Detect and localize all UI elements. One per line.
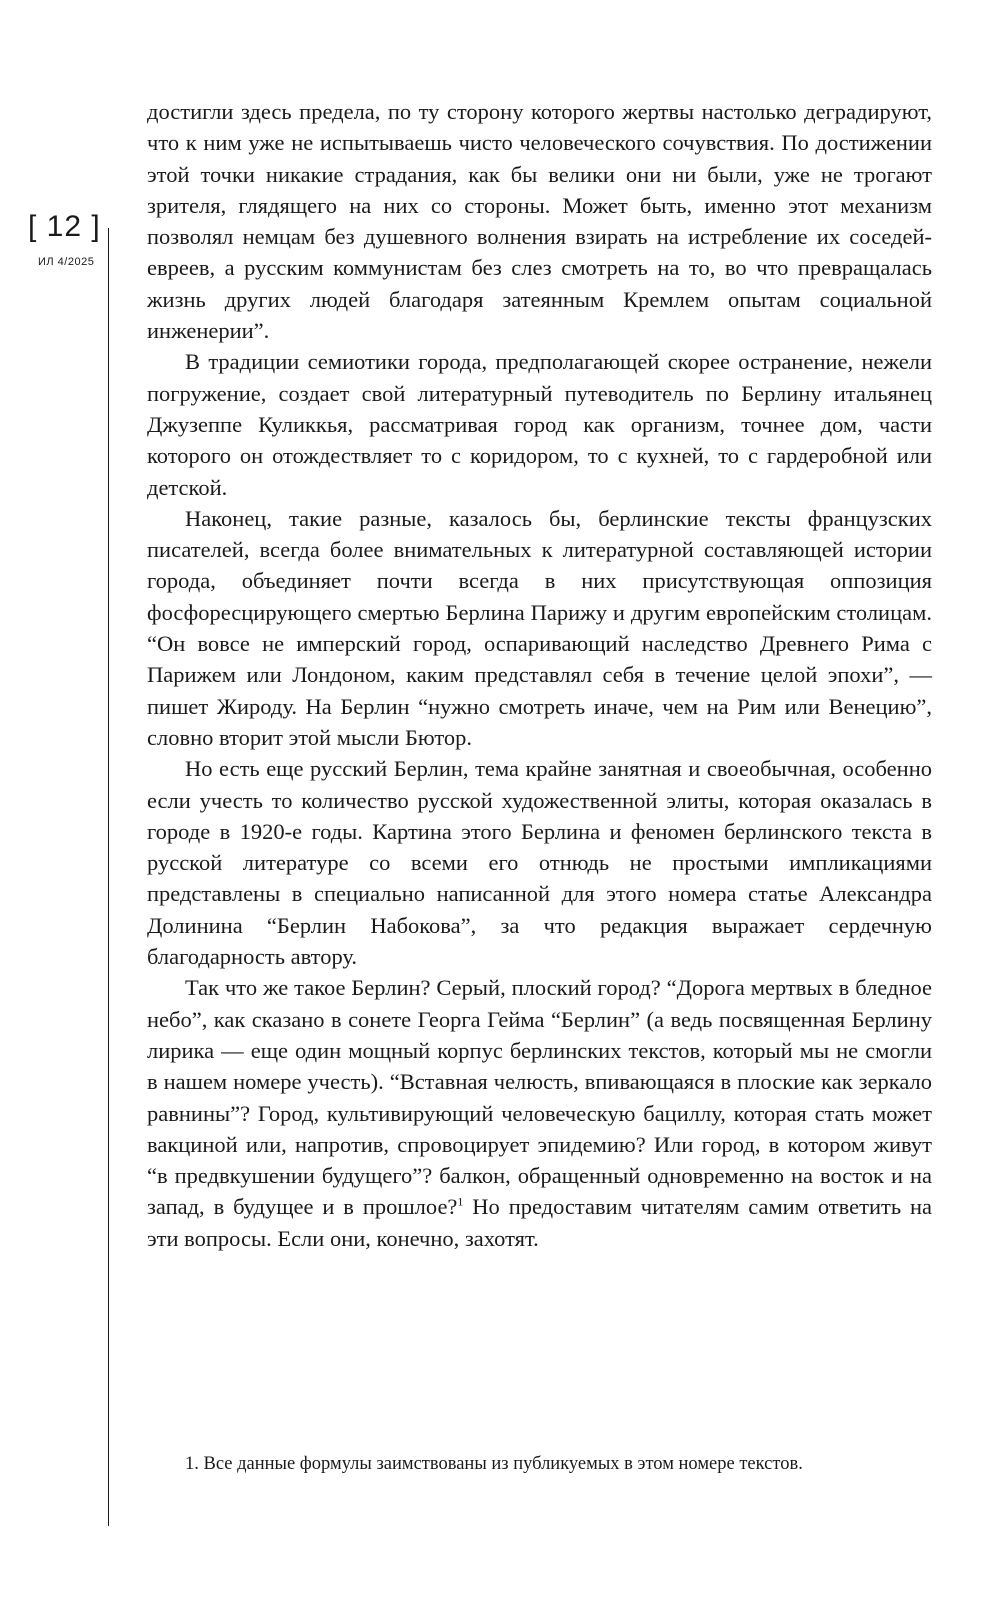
footnote-reference: 1 (457, 1194, 464, 1209)
body-text (147, 96, 932, 1254)
footnote: 1. Все данные формулы заимствованы из публикуемых в этом номере текстов. (185, 1454, 803, 1474)
paragraph-2: В традиции семиотики города, предполагающей скорее остранение, нежели погружение, создает свой литературный путеводитель по Берлину итальянец Джузеппе Куликкья, рассматривая город как организм, точнее дом, части которого он отождествляет то с коридором, то с кухней, то с гардеробной или детской. (147, 349, 932, 500)
paragraph-3: Наконец, такие разные, казалось бы, берлинские тексты французских писателей, всегда более внимательных к литературной составляющей истории города, объединяет почти всегда в них присутствующая оппозиция фосфоресцирующего смертью Берлина Парижу и другим европейским столицам. “Он вовсе не имперский город, оспаривающий наследство Древнего Рима с Парижем или Лондоном, каким представлял себя в течение целой эпохи”, — пишет Жироду. На Берлин “нужно смотреть иначе, чем на Рим или Венецию”, словно вторит этой мысли Бютор. (147, 505, 932, 750)
paragraph-5-text: Так что же такое Берлин? Серый, плоский город? “Дорога мертвых в бледное небо”, как сказано в сонете Георга Гейма “Берлин” (а ведь посвященная Берлину лирика — еще один мощный корпус берлинских текстов, который мы не смогли в нашем номере учесть). “Вставная челюсть, впивающаяся в плоские как зеркало равнины”? Город, культивирующий человеческую бациллу, которая стать может вакциной или, напротив, спровоцирует эпидемию? Или город, в котором живут “в предвкушении будущего”? балкон, обращенный одновременно на восток и на запад, в будущее и в прошлое? (147, 975, 932, 1220)
issue-label: ИЛ 4/2025 (38, 256, 95, 268)
paragraph-1: достигли здесь предела, по ту сторону которого жертвы настолько деградируют, что к ним уже не испытываешь чисто человеческого сочувствия. По достижении этой точки никакие страдания, как бы велики они ни были, уже не трогают зрителя, глядящего на них со стороны. Может быть, именно этот механизм позволял немцам без душевного волнения взирать на истребление их соседей-евреев, а русским коммунистам без слез смотреть на то, во что превращалась жизнь других людей благодаря затеянным Кремлем опытам социальной инженерии”. (147, 99, 932, 344)
page-number: [ 12 ] (28, 210, 101, 243)
paragraph-5 (147, 972, 932, 1254)
paragraph-4: Но есть еще русский Берлин, тема крайне занятная и своеобычная, особенно если учесть то количество русской художественной элиты, которая оказалась в городе в 1920-е годы. Картина этого Берлина и феномен берлинского текста в русской литературе со всеми его отнюдь не простыми импликациями представлены в специально написанной для этого номера статье Александра Долинина “Берлин Набокова”, за что редакция выражает сердечную благодарность автору. (147, 756, 932, 970)
margin-rule (108, 228, 109, 1526)
paragraph-5-tail: Но предоставим читателям самим ответить на эти вопросы. Если они, конечно, захотят. (147, 1194, 932, 1251)
